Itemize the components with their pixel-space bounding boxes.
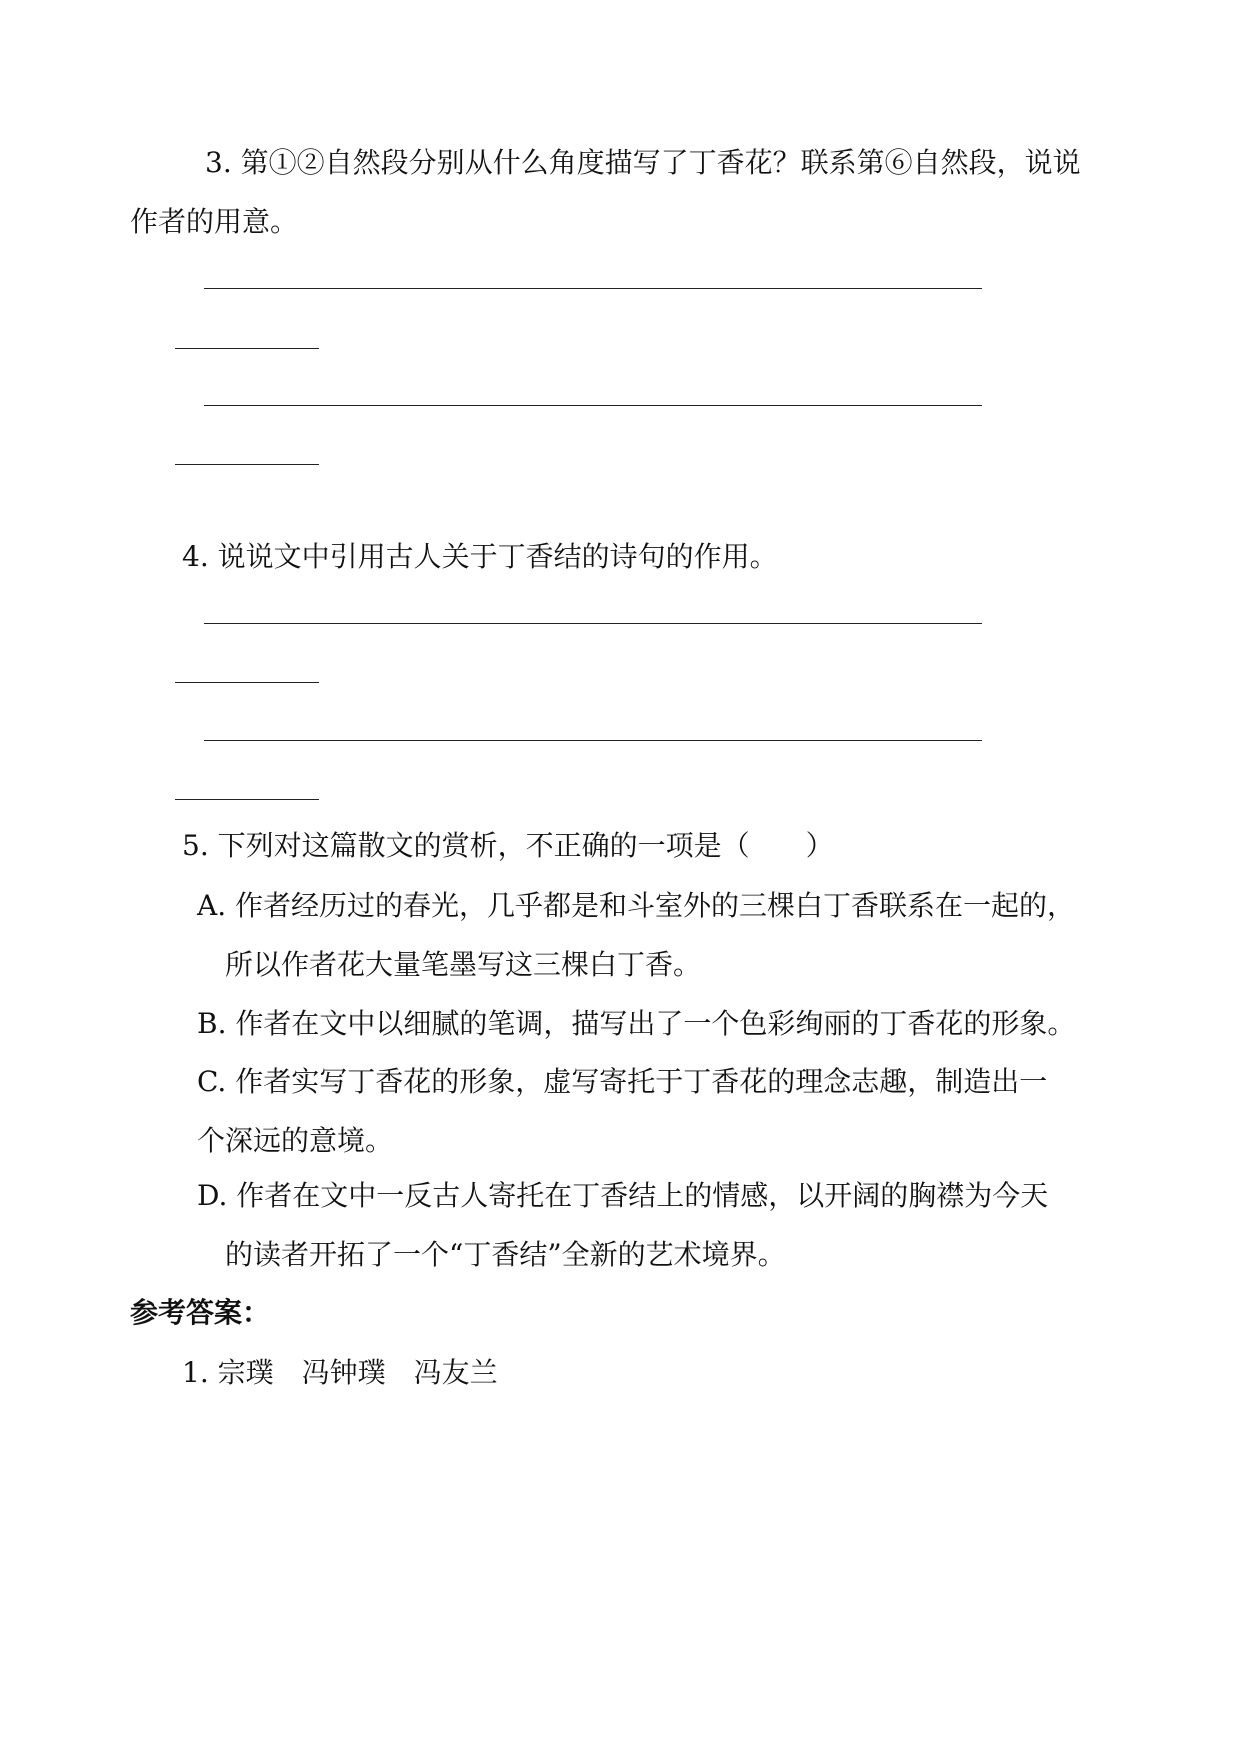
- option-d-line-2: 的读者开拓了一个“丁香结”全新的艺术境界。: [225, 1238, 786, 1271]
- answer-line-continuation: [175, 348, 319, 349]
- answer-line: [204, 740, 982, 741]
- answer-line: [204, 405, 982, 406]
- option-c-line-2: 个深远的意境。: [197, 1124, 394, 1157]
- question-3-line-1: 3. 第①②自然段分别从什么角度描写了丁香花？联系第⑥自然段，说说: [205, 146, 1081, 179]
- answer-line-continuation: [175, 464, 319, 465]
- answer-line-continuation: [175, 799, 319, 800]
- question-3-line-2: 作者的用意。: [130, 205, 299, 238]
- answers-heading: 参考答案：: [130, 1296, 271, 1329]
- option-c-line-1: C. 作者实写丁香花的形象，虚写寄托于丁香花的理念志趣，制造出一: [197, 1065, 1048, 1098]
- question-5-stem: 5. 下列对这篇散文的赏析，不正确的一项是（ ）: [182, 829, 834, 862]
- option-b: B. 作者在文中以细腻的笔调，描写出了一个色彩绚丽的丁香花的形象。: [197, 1007, 1076, 1040]
- option-a-line-1: A. 作者经历过的春光，几乎都是和斗室外的三棵白丁香联系在一起的，: [197, 889, 1076, 922]
- answer-line: [204, 623, 982, 624]
- question-4: 4. 说说文中引用古人关于丁香结的诗句的作用。: [182, 540, 778, 573]
- option-a-line-2: 所以作者花大量笔墨写这三棵白丁香。: [225, 948, 702, 981]
- answer-line-continuation: [175, 682, 319, 683]
- option-d-line-1: D. 作者在文中一反古人寄托在丁香结上的情感，以开阔的胸襟为今天: [197, 1179, 1049, 1212]
- answer-line: [204, 288, 982, 289]
- answer-1: 1. 宗璞 冯钟璞 冯友兰: [182, 1356, 498, 1389]
